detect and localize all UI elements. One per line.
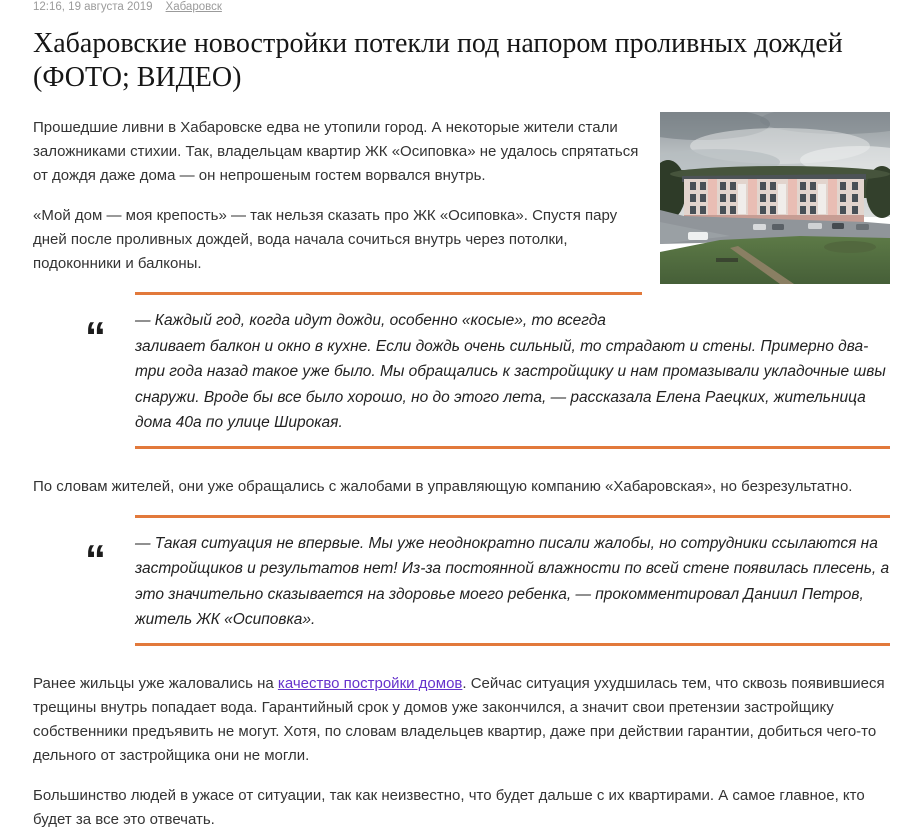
article-body xyxy=(33,116,890,832)
quote-divider-bottom xyxy=(135,643,890,646)
paragraph-final: Большинство людей в ужасе от ситуации, так как неизвестно, что будет дальше с их квартирами. А самое главное, кто будет за все это отвечать. xyxy=(33,786,865,828)
timestamp: 12:16, 19 августа 2019 xyxy=(33,1,153,13)
paragraph-intro: Прошедшие ливни в Хабаровске едва не утопили город. А некоторые жители стали заложниками стихии. Так, владельцам квартир ЖК «Осиповка» не удалось спрятаться от дождя даже дома — он непрошеным гостем ворвался внутрь. xyxy=(33,119,639,184)
location-link[interactable]: Хабаровск xyxy=(165,1,222,13)
quality-link[interactable]: качество постройки домов xyxy=(277,674,463,692)
quote-icon: “ xyxy=(85,313,106,360)
page-title: Хабаровские новостройки потекли под напором проливных дождей (ФОТО; ВИДЕО) xyxy=(33,28,843,93)
quote-text-2: — Такая ситуация не впервые. Мы уже неоднократно писали жалобы, но сотрудники ссылаются на застройщиков и результатов нет! Из-за постоянной влажности по всей стене появилась плесень, а это значительно сказывается на здоровье моего ребенка, — прокомментировал Даниил Петров, житель ЖК «Осиповка». xyxy=(135,534,890,628)
paragraph-second: «Мой дом — моя крепость» — так нельзя сказать про ЖК «Осиповка». Спустя пару дней после проливных дождей, вода начала сочиться внутрь через потолки, подоконники и балконы. xyxy=(33,207,618,272)
paragraph-with-link xyxy=(33,672,890,768)
article-photo xyxy=(660,112,890,284)
quote-block-2 xyxy=(33,515,890,646)
paragraph-link-after: . Сейчас ситуация ухудшилась тем, что сквозь появившиеся трещины внутрь попадает вода. Гарантийный срок у домов уже закончился, а значит свои претензии застройщику собственники предъявить не могут. Хотя, по словам владельцев квартир, даже при действии гарантии, добиться чего-то дельного от застройщика они не могли. xyxy=(33,674,885,764)
paragraph-link-before: Ранее жильцы уже жаловались на xyxy=(33,674,278,692)
article-meta xyxy=(33,1,890,14)
quote-text-1: — Каждый год, когда идут дожди, особенно «косые», то всегда заливает балкон и окно в кухне. Если дождь очень сильный, то страдают и стены. Примерно два-три года назад такое уже было. Мы обращались к застройщику и нам промазывали укладочные швы снаружи. Вроде бы все было хорошо, но до этого лета, — рассказала Елена Раецких, жительница дома 40а по улице Широкая. xyxy=(135,312,886,431)
building-photo-illustration xyxy=(660,112,890,284)
paragraph-complaints: По словам жителей, они уже обращались с жалобами в управляющую компанию «Хабаровская», но безрезультатно. xyxy=(33,477,853,495)
quote-icon: “ xyxy=(85,535,106,583)
quote-divider-bottom xyxy=(135,446,890,449)
quote-block-1 xyxy=(33,292,890,449)
quote-divider-top xyxy=(135,515,890,518)
quote-divider-top xyxy=(135,292,642,295)
